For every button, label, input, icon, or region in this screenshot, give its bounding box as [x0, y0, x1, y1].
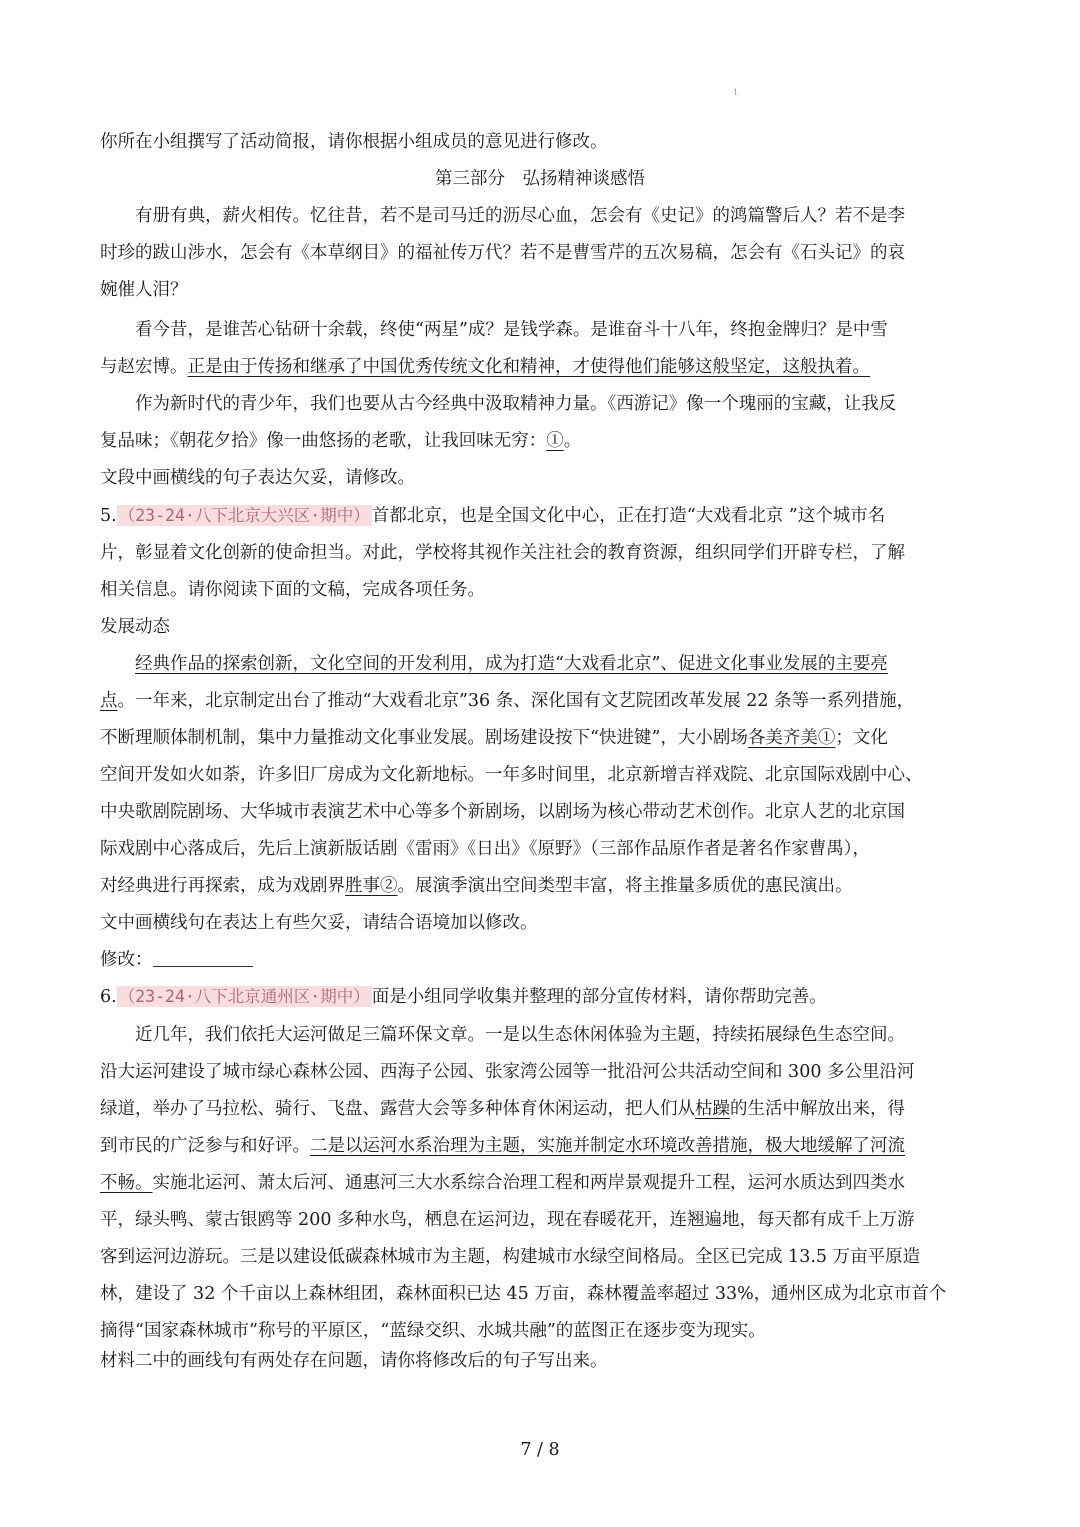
- p3-prefix: 复品味；《朝花夕拾》像一曲悠扬的老歌，让我回味无穷：: [100, 431, 547, 451]
- q6-source-tag: （23-24·八下北京通州区·期中）: [118, 987, 370, 1006]
- q5-body-line5: 中央歌剧院剧场、大华城市表演艺术中心等多个新剧场，以剧场为核心带动艺术创作。北京人艺的北京国: [100, 802, 905, 822]
- part3-question: 文段中画横线的句子表达欠妥，请修改。: [100, 468, 415, 488]
- q5-heading: 发展动态: [100, 617, 170, 637]
- q6-line5: [100, 1171, 1000, 1195]
- q6-line7: 客到运河边游玩。三是以建设低碳森林城市为主题，构建城市水绿空间格局。全区已完成 13.5 万亩平原造: [100, 1247, 921, 1267]
- q5-body-line2-rest: 。一年来，北京制定出台了推动“大戏看北京”36 条、深化国有文艺院团改革发展 22 条等一系列措施，: [117, 691, 915, 711]
- q6-line9: 摘得“国家森林城市”称号的平原区，“蓝绿交织、水城共融”的蓝图正在逐步变为现实。: [100, 1321, 766, 1341]
- part3-p2-line2: [100, 355, 1000, 379]
- part3-p1-line1: 有册有典，薪火相传。忆往昔，若不是司马迁的沥尽心血，怎会有《史记》的鸿篇警后人？若不是李: [135, 206, 905, 226]
- q5-question: 文中画横线句在表达上有些欠妥，请结合语境加以修改。: [100, 913, 538, 933]
- section-title: 第三部分 弘扬精神谈感悟: [435, 169, 645, 189]
- q5-underlined-part1: 经典作品的探索创新，文化空间的开发利用，成为打造“大戏看北京”、促进文化事业发展的主要亮: [135, 654, 888, 674]
- part3-p1-line3: 婉催人泪？: [100, 280, 188, 300]
- q5-line3-prefix: 不断理顺体制机制，集中力量推动文化事业发展。剧场建设按下“快进键”，大小剧场: [100, 728, 748, 748]
- q6-line8: 林，建设了 32 个千亩以上森林组团，森林面积已达 45 万亩，森林覆盖率超过 33%，通州区成为北京市首个: [100, 1284, 947, 1304]
- q6-line6: 平，绿头鸭、蒙古银鸥等 200 多种水鸟，栖息在运河边，现在春暖花开，连翘遍地，每天都有成千上万游: [100, 1210, 915, 1230]
- q5-line3-suffix: ；文化: [835, 728, 888, 748]
- q5-body-line6: 际戏剧中心落成后，先后上演新版话剧《雷雨》《日出》《原野》（三部作品原作者是著名作家曹禺），: [100, 839, 870, 859]
- q6-underlined-sentence-part1: 二是以运河水系治理为主题，实施并制定水环境改善措施，极大地缓解了河流: [310, 1136, 905, 1156]
- p2-prefix: 与赵宏博。: [100, 357, 188, 377]
- q6-line3: [100, 1097, 1000, 1121]
- q5-body-line2: [100, 689, 1000, 713]
- q5-intro-line3: 相关信息。请你阅读下面的文稿，完成各项任务。: [100, 580, 485, 600]
- q5-number: 5.: [100, 506, 117, 526]
- answer-label: 修改：: [100, 950, 153, 970]
- q6-line2: 沿大运河建设了城市绿心森林公园、西海子公园、张家湾公园等一批沿河公共活动空间和 300 多公里沿河: [100, 1062, 915, 1082]
- q6-line1: 近几年，我们依托大运河做足三篇环保文章。一是以生态休闲体验为主题，持续拓展绿色生态空间。: [135, 1025, 905, 1045]
- q5-intro-line2: 片，彰显着文化创新的使命担当。对此，学校将其视作关注社会的教育资源，组织同学们开辟专栏，了解: [100, 543, 905, 563]
- blank-mark: ①: [546, 431, 564, 451]
- part3-p1-line2: 时珍的跋山涉水，怎会有《本草纲目》的福祉传万代？若不是曹雪芹的五次易稿，怎会有《石头记》的哀: [100, 243, 905, 263]
- part3-p3-line2: [100, 429, 1000, 453]
- q6-number: 6.: [100, 987, 117, 1007]
- part3-intro: 你所在小组撰写了活动简报，请你根据小组成员的意见进行修改。: [100, 132, 608, 152]
- p3-suffix: 。: [563, 431, 582, 451]
- q5-line7-suffix: 。展演季演出空间类型丰富，将主推量多质优的惠民演出。: [397, 876, 853, 896]
- q5-body-line4: 空间开发如火如荼，许多旧厂房成为文化新地标。一年多时间里，北京新增吉祥戏院、北京国际戏剧中心、: [100, 765, 923, 785]
- part3-p3-line1: 作为新时代的青少年，我们也要从古今经典中汲取精神力量。《西游记》像一个瑰丽的宝藏，让我反: [135, 394, 897, 414]
- q5-underlined-part2: 点: [100, 691, 118, 711]
- q5-line7-prefix: 对经典进行再探索，成为戏剧界: [100, 876, 345, 896]
- q5-body-line3: [100, 726, 1000, 750]
- q5-body-line1: [135, 652, 1035, 676]
- q6-line4: [100, 1134, 1000, 1158]
- q5-intro-line1: [100, 504, 1000, 528]
- answer-blank[interactable]: [153, 948, 253, 967]
- q6-line3-prefix: 绿道，举办了马拉松、骑行、飞盘、露营大会等多种体育休闲运动，把人们从: [100, 1099, 695, 1119]
- q6-intro-text: 面是小组同学收集并整理的部分宣传材料，请你帮助完善。: [371, 987, 827, 1007]
- corner-mark: 1: [733, 88, 739, 97]
- q6-line4-prefix: 到市民的广泛参与和好评。: [100, 1136, 310, 1156]
- q5-underlined-word: 胜事②: [345, 876, 398, 896]
- q5-body-line7: [100, 874, 1000, 898]
- q5-underlined-idiom: 各美齐美①: [747, 728, 836, 748]
- part3-p2-line1: 看今昔，是谁苦心钻研十余载，终使“两星”成？是钱学森。是谁奋斗十八年，终抱金牌归？是中雪: [135, 320, 888, 340]
- q6-underlined-sentence-part2: 不畅。: [100, 1173, 153, 1193]
- q6-line5-suffix: 实施北运河、萧太后河、通惠河三大水系综合治理工程和两岸景观提升工程，运河水质达到四类水: [152, 1173, 905, 1193]
- q5-answer-line: [100, 948, 1000, 972]
- q5-intro-text: 首都北京，也是全国文化中心，正在打造“大戏看北京 ”这个城市名: [371, 506, 886, 526]
- q6-line3-suffix: 的生活中解放出来，得: [730, 1099, 905, 1119]
- q6-intro-line: [100, 985, 1000, 1009]
- page-number: 7 / 8: [520, 1440, 560, 1460]
- underlined-sentence: 正是由于传扬和继承了中国优秀传统文化和精神，才使得他们能够这般坚定，这般执着。: [187, 357, 870, 377]
- q6-question: 材料二中的画线句有两处存在问题，请你将修改后的句子写出来。: [100, 1351, 608, 1371]
- q5-source-tag: （23-24·八下北京大兴区·期中）: [118, 506, 370, 525]
- q6-underlined-word: 枯躁: [695, 1099, 730, 1119]
